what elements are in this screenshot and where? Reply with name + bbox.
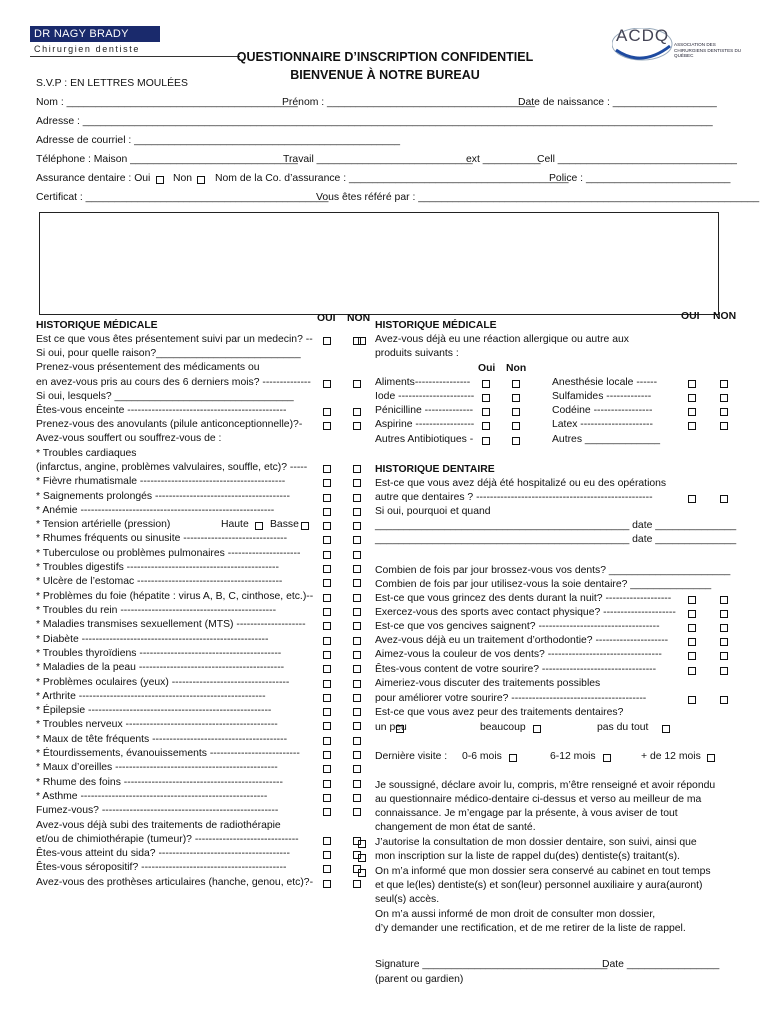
consent-line-6: On m’a informé que mon dossier sera conservé au cabinet en tout temps	[375, 866, 711, 877]
haute-checkbox[interactable]	[255, 522, 263, 530]
dental-question-3: ____________________________________________ date ______________	[375, 520, 737, 531]
dental-oui-checkbox-9[interactable]	[688, 624, 696, 632]
naissance-field[interactable]: Date de naissance : __________________	[518, 97, 717, 108]
left-question-2: Prenez-vous présentement des médicaments ou	[36, 362, 260, 373]
consent-checkbox-0[interactable]	[358, 840, 366, 848]
dental-question-8: Exercez-vous des sports avec contact physique? ---------------------	[375, 607, 676, 618]
left-oui-checkbox-24[interactable]	[323, 680, 331, 688]
allergen-right-oui-3[interactable]	[688, 422, 696, 430]
consent-checkbox-1[interactable]	[358, 854, 366, 862]
left-non-checkbox-29[interactable]	[353, 751, 361, 759]
left-oui-checkbox-27[interactable]	[323, 722, 331, 730]
dental-question-15: Est-ce que vous avez peur des traitements dentaires?	[375, 707, 624, 718]
signature-date-field[interactable]: Date ________________	[602, 959, 720, 970]
peur-checkbox-2[interactable]	[662, 725, 670, 733]
left-oui-checkbox-35[interactable]	[323, 837, 331, 845]
left-non-checkbox-12[interactable]	[353, 508, 361, 516]
left-question-16: * Troubles digestifs --------------------------------------------	[36, 562, 279, 573]
dental-question-0: Est-ce que vous avez déjà été hospitalizé ou eu des opérations	[375, 478, 667, 489]
left-non-checkbox-16[interactable]	[353, 565, 361, 573]
allergen-left-3: Aspirine -----------------	[375, 419, 475, 430]
left-question-7: Avez-vous souffert ou souffrez-vous de :	[36, 433, 222, 444]
left-question-12: * Anémie --------------------------------------------------------	[36, 505, 275, 516]
consent-line-8: seul(s) accès.	[375, 894, 440, 905]
left-oui-checkbox-5[interactable]	[323, 408, 331, 416]
allergen-right-non-1[interactable]	[720, 394, 728, 402]
dental-oui-checkbox-7[interactable]	[688, 596, 696, 604]
left-question-15: * Tuberculose ou problèmes pulmonaires ---------------------	[36, 548, 301, 559]
consent-line-5: mon inscription sur la liste de rappel du(des) dentiste(s) traitant(s).	[375, 851, 680, 862]
left-oui-checkbox-26[interactable]	[323, 708, 331, 716]
left-question-31: * Rhume des foins ----------------------------------------------	[36, 777, 283, 788]
dental-non-checkbox-14[interactable]	[720, 696, 728, 704]
dental-question-13: Aimeriez-vous discuter des traitements possibles	[375, 678, 601, 689]
allergen-left-non-2[interactable]	[512, 408, 520, 416]
refere-field[interactable]: Vous êtes référé par : ___________________________________________________________	[316, 192, 760, 203]
notes-box[interactable]	[39, 212, 719, 315]
allergen-right-2: Codéine -----------------	[552, 405, 653, 416]
left-non-checkbox-20[interactable]	[353, 622, 361, 630]
police-field[interactable]: Police : _________________________	[549, 173, 731, 184]
allergen-right-3: Latex ---------------------	[552, 419, 653, 430]
consent-checkbox-2[interactable]	[358, 869, 366, 877]
assurance-oui-checkbox[interactable]	[156, 176, 164, 184]
basse-label: Basse	[270, 519, 299, 530]
allergen-right-oui-0[interactable]	[688, 380, 696, 388]
left-non-checkbox-14[interactable]	[353, 536, 361, 544]
tel-maison-field[interactable]: Téléphone : Maison _____________________________	[36, 154, 298, 165]
allergy-question-2: produits suivants :	[375, 348, 459, 359]
left-oui-checkbox-22[interactable]	[323, 651, 331, 659]
left-oui-checkbox-29[interactable]	[323, 751, 331, 759]
nomco-field[interactable]: Nom de la Co. d’assurance : ______________________________________	[215, 173, 569, 184]
acdq-name: ACDQ	[616, 26, 670, 45]
left-question-25: * Arthrite ------------------------------------------------------	[36, 691, 266, 702]
left-non-checkbox-21[interactable]	[353, 637, 361, 645]
dental-oui-checkbox-12[interactable]	[688, 667, 696, 675]
left-oui-checkbox-28[interactable]	[323, 737, 331, 745]
dental-title: HISTORIQUE DENTAIRE	[375, 464, 495, 475]
left-question-0: Est ce que vous êtes présentement suivi par un medecin? --	[36, 334, 313, 345]
peur-option-2: pas du tout	[597, 722, 649, 733]
left-question-14: * Rhumes fréquents ou sinusite ------------------------------	[36, 533, 288, 544]
consent-line-2: connaissance. Je m’engage par la présente, à vous aviser de tout	[375, 808, 678, 819]
left-oui-checkbox-0[interactable]	[323, 337, 331, 345]
clinic-name: DR NAGY BRADY	[30, 26, 160, 42]
dental-question-10: Avez-vous déjà eu un traitement d’orthodontie? ---------------------	[375, 635, 669, 646]
left-oui-checkbox-17[interactable]	[323, 579, 331, 587]
dental-oui-checkbox-1[interactable]	[688, 495, 696, 503]
allergen-left-oui-0[interactable]	[482, 380, 490, 388]
dental-question-5: Combien de fois par jour brossez-vous vos dents? _____________________	[375, 565, 731, 576]
allergen-left-0: Aliments----------------	[375, 377, 471, 388]
dental-question-14: pour améliorer votre sourire? ---------------------------------------	[375, 693, 647, 704]
right-non-header: NON	[713, 311, 737, 322]
left-non-checkbox-3[interactable]	[353, 380, 361, 388]
consent-line-1: au questionnaire médico-dentaire ci-dessus et verso au meilleur de ma	[375, 794, 702, 805]
left-title: HISTORIQUE MÉDICALE	[36, 320, 158, 331]
allergen-right-non-3[interactable]	[720, 422, 728, 430]
dental-oui-checkbox-10[interactable]	[688, 638, 696, 646]
left-question-6: Prenez-vous des anovulants (pilule anticonceptionnelle)?-	[36, 419, 303, 430]
allergen-left-oui-4[interactable]	[482, 437, 490, 445]
left-non-checkbox-32[interactable]	[353, 794, 361, 802]
allergen-right-4: Autres _____________	[552, 434, 661, 445]
left-non-checkbox-38[interactable]	[353, 880, 361, 888]
left-oui-checkbox-32[interactable]	[323, 794, 331, 802]
form-subtitle: BIENVENUE À NOTRE BUREAU	[290, 68, 480, 82]
left-non-checkbox-26[interactable]	[353, 708, 361, 716]
left-question-4: Si oui, lesquels? _______________________________	[36, 391, 294, 402]
courriel-field[interactable]: Adresse de courriel : ______________________________________________	[36, 135, 401, 146]
dental-question-9: Est-ce que vos gencives saignent? -----------------------------------	[375, 621, 660, 632]
left-non-checkbox-19[interactable]	[353, 608, 361, 616]
left-oui-checkbox-11[interactable]	[323, 494, 331, 502]
consent-line-0: Je soussigné, déclare avoir lu, compris, m’être renseigné et avoir répondu	[375, 780, 716, 791]
visite-checkbox-1[interactable]	[603, 754, 611, 762]
left-question-5: Êtes-vous enceinte ----------------------------------------------	[36, 405, 287, 416]
left-question-36: Êtes-vous atteint du sida? --------------------------------------	[36, 848, 290, 859]
allergen-left-1: Iode ----------------------	[375, 391, 475, 402]
left-oui-checkbox-30[interactable]	[323, 765, 331, 773]
adresse-field[interactable]: Adresse : _____________________________________________________________________________________________________________	[36, 116, 713, 127]
dental-non-checkbox-12[interactable]	[720, 667, 728, 675]
visite-checkbox-0[interactable]	[509, 754, 517, 762]
left-non-checkbox-27[interactable]	[353, 722, 361, 730]
left-non-checkbox-9[interactable]	[353, 465, 361, 473]
left-oui-checkbox-25[interactable]	[323, 694, 331, 702]
left-non-checkbox-28[interactable]	[353, 737, 361, 745]
left-oui-checkbox-10[interactable]	[323, 479, 331, 487]
dental-oui-checkbox-11[interactable]	[688, 652, 696, 660]
left-oui-checkbox-19[interactable]	[323, 608, 331, 616]
allergen-left-non-1[interactable]	[512, 394, 520, 402]
left-non-checkbox-6[interactable]	[353, 422, 361, 430]
dental-question-1: autre que dentaires ? ---------------------------------------------------	[375, 492, 653, 503]
dental-non-checkbox-1[interactable]	[720, 495, 728, 503]
visite-option-1: 6-12 mois	[550, 751, 596, 762]
tel-travail-field[interactable]: Travail ___________________________	[283, 154, 473, 165]
left-question-35: et/ou de chimiothérapie (tumeur)? ------------------------------	[36, 834, 299, 845]
left-question-29: * Étourdissements, évanouissements --------------------------	[36, 748, 300, 759]
left-question-13: * Tension artérielle (pression)	[36, 519, 171, 530]
left-non-checkbox-15[interactable]	[353, 551, 361, 559]
consent-line-10: d’y demander une rectification, et de me retirer de la liste de rappel.	[375, 923, 686, 934]
allergen-right-1: Sulfamides -------------	[552, 391, 652, 402]
left-oui-checkbox-20[interactable]	[323, 622, 331, 630]
left-question-33: Fumez-vous? ---------------------------------------------------	[36, 805, 279, 816]
left-question-22: * Troubles thyroïdiens -----------------------------------------	[36, 648, 282, 659]
dental-non-checkbox-9[interactable]	[720, 624, 728, 632]
dental-question-7: Est-ce que vous grincez des dents durant la nuit? -------------------	[375, 593, 672, 604]
dental-non-checkbox-10[interactable]	[720, 638, 728, 646]
allergy-question: Avez-vous déjà eu une réaction allergique ou autre aux	[375, 334, 629, 345]
allergen-right-oui-2[interactable]	[688, 408, 696, 416]
dental-non-checkbox-7[interactable]	[720, 596, 728, 604]
left-question-38: Avez-vous des prothèses articulaires (hanche, genou, etc)?-	[36, 877, 314, 888]
allergen-left-non-3[interactable]	[512, 422, 520, 430]
left-oui-checkbox-14[interactable]	[323, 536, 331, 544]
peur-checkbox-1[interactable]	[533, 725, 541, 733]
parent-label: (parent ou gardien)	[375, 974, 464, 985]
left-non-checkbox-11[interactable]	[353, 494, 361, 502]
left-oui-checkbox-3[interactable]	[323, 380, 331, 388]
dental-oui-checkbox-8[interactable]	[688, 610, 696, 618]
left-oui-checkbox-37[interactable]	[323, 865, 331, 873]
left-oui-checkbox-13[interactable]	[323, 522, 331, 530]
dental-oui-checkbox-14[interactable]	[688, 696, 696, 704]
right-title: HISTORIQUE MÉDICALE	[375, 320, 497, 331]
allergy-non-header: Non	[506, 363, 527, 374]
cell-field[interactable]: Cell _______________________________	[537, 154, 737, 165]
left-question-9: (infarctus, angine, problèmes valvulaires, souffle, etc)? -----	[36, 462, 308, 473]
dental-question-11: Aimez-vous la couleur de vos dents? ---------------------------------	[375, 649, 662, 660]
left-non-checkbox-17[interactable]	[353, 579, 361, 587]
left-non-checkbox-22[interactable]	[353, 651, 361, 659]
allergen-left-non-4[interactable]	[512, 437, 520, 445]
left-oui-checkbox-6[interactable]	[323, 422, 331, 430]
left-non-checkbox-5[interactable]	[353, 408, 361, 416]
peur-option-1: beaucoup	[480, 722, 526, 733]
left-non-checkbox-31[interactable]	[353, 780, 361, 788]
signature-field[interactable]: Signature ________________________________	[375, 959, 608, 970]
left-question-24: * Problèmes oculaires (yeux) ----------------------------------	[36, 677, 290, 688]
allergen-right-0: Anesthésie locale ------	[552, 377, 658, 388]
left-question-3: en avez-vous pris au cours des 6 derniers mois? --------------	[36, 377, 311, 388]
left-question-18: * Problèmes du foie (hépatite : virus A, B, C, cinthose, etc.)--	[36, 591, 314, 602]
tel-ext-field[interactable]: ext __________	[466, 154, 541, 165]
allergen-left-4: Autres Antibiotiques -	[375, 434, 474, 445]
allergen-left-oui-2[interactable]	[482, 408, 490, 416]
left-non-checkbox-30[interactable]	[353, 765, 361, 773]
left-question-27: * Troubles nerveux --------------------------------------------	[36, 719, 278, 730]
derniere-visite-label: Dernière visite :	[375, 751, 448, 762]
svp-note: S.V.P : EN LETTRES MOULÉES	[36, 78, 188, 89]
left-question-34: Avez-vous déjà subi des traitements de radiothérapie	[36, 820, 281, 831]
left-non-checkbox-25[interactable]	[353, 694, 361, 702]
left-non-checkbox-24[interactable]	[353, 680, 361, 688]
left-question-28: * Maux de tête fréquents ---------------------------------------	[36, 734, 288, 745]
allergy-non-checkbox[interactable]	[358, 337, 366, 345]
assurance-non-label: Non	[173, 173, 193, 184]
consent-line-3: changement de mon état de santé.	[375, 822, 536, 833]
left-oui-checkbox-18[interactable]	[323, 594, 331, 602]
dental-non-checkbox-11[interactable]	[720, 652, 728, 660]
clinic-subtitle: Chirurgien dentiste	[34, 44, 140, 54]
left-question-11: * Saignements prolongés ---------------------------------------	[36, 491, 290, 502]
haute-label: Haute	[221, 519, 249, 530]
left-non-checkbox-13[interactable]	[353, 522, 361, 530]
left-oui-checkbox-36[interactable]	[323, 851, 331, 859]
allergen-right-non-0[interactable]	[720, 380, 728, 388]
consent-line-4: J’autorise la consultation de mon dossier dentaire, son suivi, ainsi que	[375, 837, 697, 848]
dental-question-2: Si oui, pourquoi et quand	[375, 506, 491, 517]
allergen-left-oui-3[interactable]	[482, 422, 490, 430]
visite-option-0: 0-6 mois	[462, 751, 502, 762]
dental-question-12: Êtes-vous content de votre sourire? ---------------------------------	[375, 664, 657, 675]
consent-line-9: On m’a aussi informé de mon droit de consulter mon dossier,	[375, 909, 656, 920]
left-question-10: * Fièvre rhumatismale ------------------------------------------	[36, 476, 286, 487]
left-non-checkbox-23[interactable]	[353, 665, 361, 673]
left-oui-checkbox-38[interactable]	[323, 880, 331, 888]
acdq-caption: ASSOCIATION DES CHIRURGIENS DENTISTES DU QUÉBEC	[674, 42, 742, 58]
nom-field[interactable]: Nom : ________________________________________	[36, 97, 298, 108]
left-question-8: * Troubles cardiaques	[36, 448, 137, 459]
left-oui-checkbox-15[interactable]	[323, 551, 331, 559]
allergy-oui-header: Oui	[478, 363, 496, 374]
left-oui-checkbox-12[interactable]	[323, 508, 331, 516]
left-oui-header: OUI	[317, 313, 336, 324]
left-non-header: NON	[347, 313, 371, 324]
left-non-checkbox-10[interactable]	[353, 479, 361, 487]
dental-question-4: ____________________________________________ date ______________	[375, 534, 737, 545]
left-oui-checkbox-23[interactable]	[323, 665, 331, 673]
left-question-23: * Maladies de la peau ------------------------------------------	[36, 662, 285, 673]
left-question-37: Êtes-vous séropositif? ------------------------------------------	[36, 862, 287, 873]
left-non-checkbox-33[interactable]	[353, 808, 361, 816]
allergen-right-non-2[interactable]	[720, 408, 728, 416]
left-question-30: * Maux d’oreilles -----------------------------------------------	[36, 762, 278, 773]
allergen-left-non-0[interactable]	[512, 380, 520, 388]
left-question-17: * Ulcère de l’estomac ------------------------------------------	[36, 576, 283, 587]
visite-checkbox-2[interactable]	[707, 754, 715, 762]
certificat-field[interactable]: Certificat : __________________________________________	[36, 192, 329, 203]
left-question-20: * Maladies transmises sexuellement (MTS) --------------------	[36, 619, 306, 630]
allergen-right-oui-1[interactable]	[688, 394, 696, 402]
peur-option-0: un peu	[375, 722, 407, 733]
dental-non-checkbox-8[interactable]	[720, 610, 728, 618]
left-question-26: * Épilepsie -----------------------------------------------------	[36, 705, 272, 716]
visite-option-2: + de 12 mois	[641, 751, 701, 762]
allergen-left-2: Pénicilline --------------	[375, 405, 474, 416]
left-oui-checkbox-21[interactable]	[323, 637, 331, 645]
left-question-1: Si oui, pour quelle raison?_________________________	[36, 348, 301, 359]
assurance-label: Assurance dentaire : Oui	[36, 173, 151, 184]
left-oui-checkbox-31[interactable]	[323, 780, 331, 788]
dental-question-6: Combien de fois par jour utilisez-vous la soie dentaire? ______________	[375, 579, 712, 590]
prenom-field[interactable]: Prénom : ____________________________________	[282, 97, 536, 108]
left-question-19: * Troubles du rein ---------------------------------------------	[36, 605, 277, 616]
left-question-32: * Asthme ------------------------------------------------------	[36, 791, 268, 802]
assurance-non-checkbox[interactable]	[197, 176, 205, 184]
allergen-left-oui-1[interactable]	[482, 394, 490, 402]
peur-checkbox-0[interactable]	[396, 725, 404, 733]
left-oui-checkbox-33[interactable]	[323, 808, 331, 816]
right-oui-header: OUI	[681, 311, 700, 322]
left-question-21: * Diabète ------------------------------------------------------	[36, 634, 269, 645]
basse-checkbox[interactable]	[301, 522, 309, 530]
left-non-checkbox-18[interactable]	[353, 594, 361, 602]
left-oui-checkbox-16[interactable]	[323, 565, 331, 573]
form-title: QUESTIONNAIRE D’INSCRIPTION CONFIDENTIEL	[236, 50, 534, 64]
left-oui-checkbox-9[interactable]	[323, 465, 331, 473]
consent-line-7: et que le(les) dentiste(s) et son(leur) personnel auxiliaire y aura(auront)	[375, 880, 703, 891]
